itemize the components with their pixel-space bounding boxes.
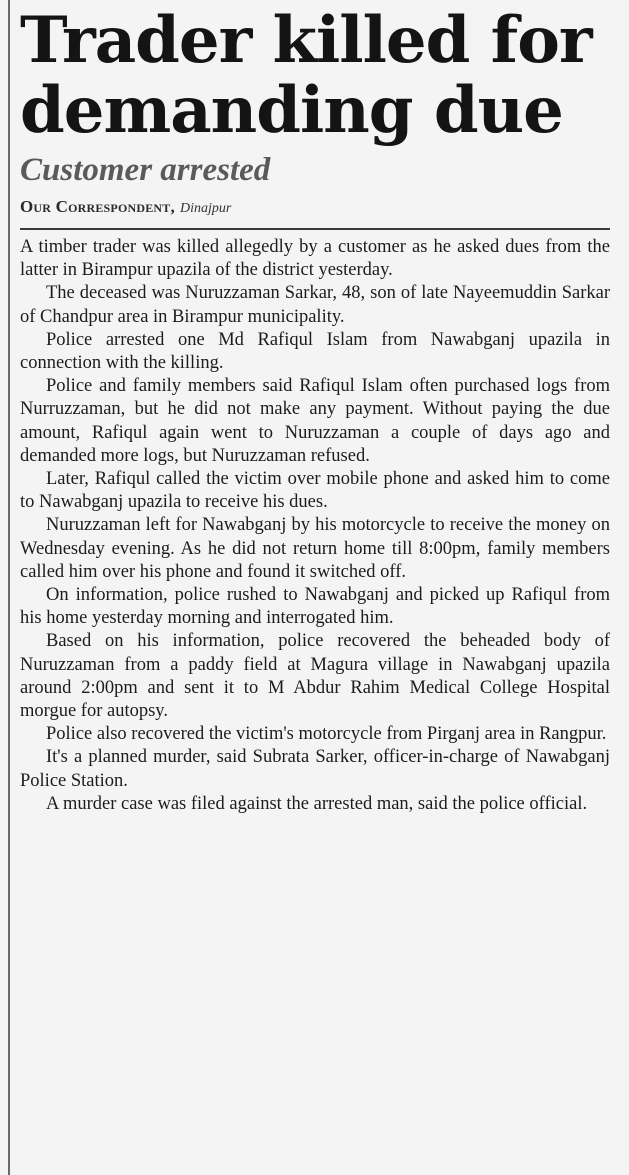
byline-divider — [20, 228, 610, 230]
paragraph: A murder case was filed against the arrested man, said the police official. — [46, 793, 588, 814]
subheadline: Customer arrested — [20, 152, 271, 188]
byline-dateline: Dinajpur — [180, 201, 232, 216]
article-body — [20, 236, 610, 816]
column-rule — [8, 0, 10, 1175]
paragraph: On information, police rushed to Nawabganj and picked up Rafiqul from his home yesterday morning and interrogated him. — [20, 585, 610, 629]
paragraph: Based on his information, police recovered the beheaded body of Nuruzzaman from a paddy field at Magura village in Nawabganj upazila around 2:00pm and sent it to M Abdur Rahim Medical College Hospital morgue for autopsy. — [20, 631, 610, 722]
news-article — [20, 3, 610, 816]
paragraph: Later, Rafiqul called the victim over mobile phone and asked him to come to Nawabganj upazila to receive his dues. — [20, 469, 610, 513]
paragraph: It's a planned murder, said Subrata Sarker, officer-in-charge of Nawabganj Police Station. — [20, 747, 610, 791]
byline-author: Our Correspondent, — [20, 197, 175, 216]
paragraph: Police and family members said Rafiqul Islam often purchased logs from Nurruzzaman, but he did not make any payment. Without paying the due amount, Rafiqul again went to Nuruzzaman a couple of days ago and demanded more logs, but Nuruzzaman refused. — [20, 376, 610, 466]
paragraph: The deceased was Nuruzzaman Sarkar, 48, son of late Nayeemuddin Sarkar of Chandpur area in Birampur municipality. — [20, 283, 610, 327]
paragraph: Nuruzzaman left for Nawabganj by his motorcycle to receive the money on Wednesday evening. As he did not return home till 8:00pm, family members called him over his phone and found it switched off. — [20, 515, 610, 582]
byline — [20, 196, 610, 220]
paragraph: Police also recovered the victim's motorcycle from Pirganj area in Rangpur. — [46, 724, 607, 745]
headline-line-1: Trader killed for — [20, 3, 592, 78]
paragraph: Police arrested one Md Rafiqul Islam from Nawabganj upazila in connection with the killing. — [20, 329, 610, 374]
headline-line-2: demanding due — [20, 73, 563, 148]
paragraph: A timber trader was killed allegedly by a customer as he asked dues from the latter in Birampur upazila of the district yesterday. — [20, 237, 610, 281]
headline — [20, 3, 610, 148]
